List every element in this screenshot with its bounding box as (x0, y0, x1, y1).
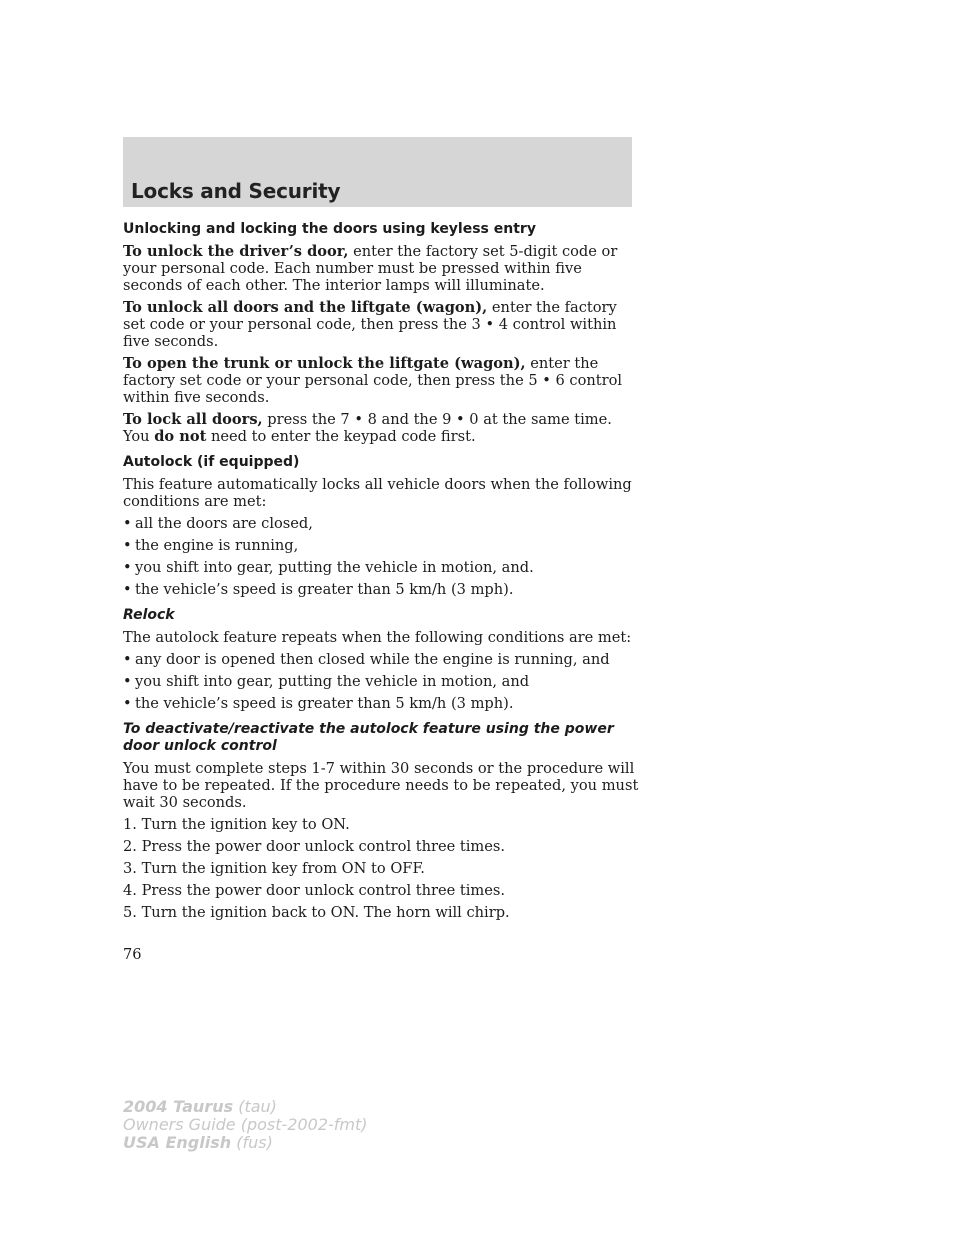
footer-model-code: (tau) (238, 1097, 277, 1116)
list-item-text: the vehicle’s speed is greater than 5 km/h (3 mph). (135, 695, 514, 712)
heading-keyless-entry: Unlocking and locking the doors using keyless entry (123, 221, 536, 237)
bullet-icon: • (123, 537, 132, 554)
step-item: 4. Press the power door unlock control three times. (123, 882, 506, 899)
list-item (123, 651, 643, 668)
text-unlock-driver: enter the factory set 5-digit code or your personal code. Each number must be pressed within five seconds of each other. The interior lamps will illuminate. (123, 243, 618, 294)
list-item-text: the engine is running, (135, 537, 299, 554)
list-item (123, 695, 643, 712)
section-header-band (123, 137, 632, 207)
text-lock-all: press the 7 • 8 and the 9 • 0 at the same time. You (123, 411, 612, 445)
list-item-text: you shift into gear, putting the vehicle in motion, and. (135, 559, 534, 576)
text-open-trunk: enter the factory set code or your personal code, then press the 5 • 6 control within five seconds. (123, 355, 623, 406)
step-item: 1. Turn the ignition key to ON. (123, 816, 350, 833)
lead-unlock-all: To unlock all doors and the liftgate (wagon), (123, 299, 488, 316)
list-item-text: you shift into gear, putting the vehicle in motion, and (135, 673, 530, 690)
list-item (123, 515, 643, 532)
footer-line-language (123, 1134, 368, 1152)
lead-lock-all: To lock all doors, (123, 411, 263, 428)
bullet-icon: • (123, 695, 132, 712)
paragraph-unlock-all (123, 299, 643, 350)
relock-intro: The autolock feature repeats when the following conditions are met: (123, 629, 632, 646)
section-title: Locks and Security (131, 179, 341, 203)
lead-unlock-driver: To unlock the driver’s door, (123, 243, 349, 260)
bullet-icon: • (123, 581, 132, 598)
footer-language-code: (fus) (236, 1133, 273, 1152)
footer-language: USA English (123, 1133, 232, 1152)
lead-open-trunk: To open the trunk or unlock the liftgate (wagon), (123, 355, 526, 372)
lead-do-not: do not (154, 428, 207, 445)
paragraph-unlock-driver (123, 243, 643, 294)
page-content (123, 221, 643, 926)
bullet-icon: • (123, 651, 132, 668)
list-item (123, 537, 643, 554)
page-number: 76 (123, 946, 142, 963)
heading-deactivate-autolock: To deactivate/reactivate the autolock feature using the power door unlock control (123, 721, 614, 754)
list-item (123, 581, 643, 598)
bullet-icon: • (123, 559, 132, 576)
text-unlock-all: enter the factory set code or your personal code, then press the 3 • 4 control within five seconds. (123, 299, 617, 350)
autolock-intro: This feature automatically locks all vehicle doors when the following conditions are met: (123, 476, 632, 510)
list-item-text: any door is opened then closed while the engine is running, and (135, 651, 610, 668)
step-item: 3. Turn the ignition key from ON to OFF. (123, 860, 425, 877)
list-item-text: all the doors are closed, (135, 515, 313, 532)
deactivate-intro: You must complete steps 1-7 within 30 seconds or the procedure will have to be repeated. If the procedure needs to be repeated, you must wait 30 seconds. (123, 760, 639, 811)
step-item: 2. Press the power door unlock control three times. (123, 838, 506, 855)
text-keypad-not-needed: need to enter the keypad code first. (210, 428, 476, 445)
bullet-icon: • (123, 673, 132, 690)
list-item-text: the vehicle’s speed is greater than 5 km/h (3 mph). (135, 581, 514, 598)
footer-line-guide: Owners Guide (post-2002-fmt) (123, 1115, 368, 1134)
paragraph-lock-all (123, 411, 643, 445)
bullet-icon: • (123, 515, 132, 532)
heading-autolock: Autolock (if equipped) (123, 454, 300, 470)
paragraph-open-trunk (123, 355, 643, 406)
footer-line-model (123, 1098, 368, 1116)
footer-model: 2004 Taurus (123, 1097, 234, 1116)
list-item (123, 673, 643, 690)
list-item (123, 559, 643, 576)
step-item: 5. Turn the ignition back to ON. The horn will chirp. (123, 904, 510, 921)
footer-document-info (123, 1098, 368, 1152)
heading-relock: Relock (123, 607, 175, 623)
